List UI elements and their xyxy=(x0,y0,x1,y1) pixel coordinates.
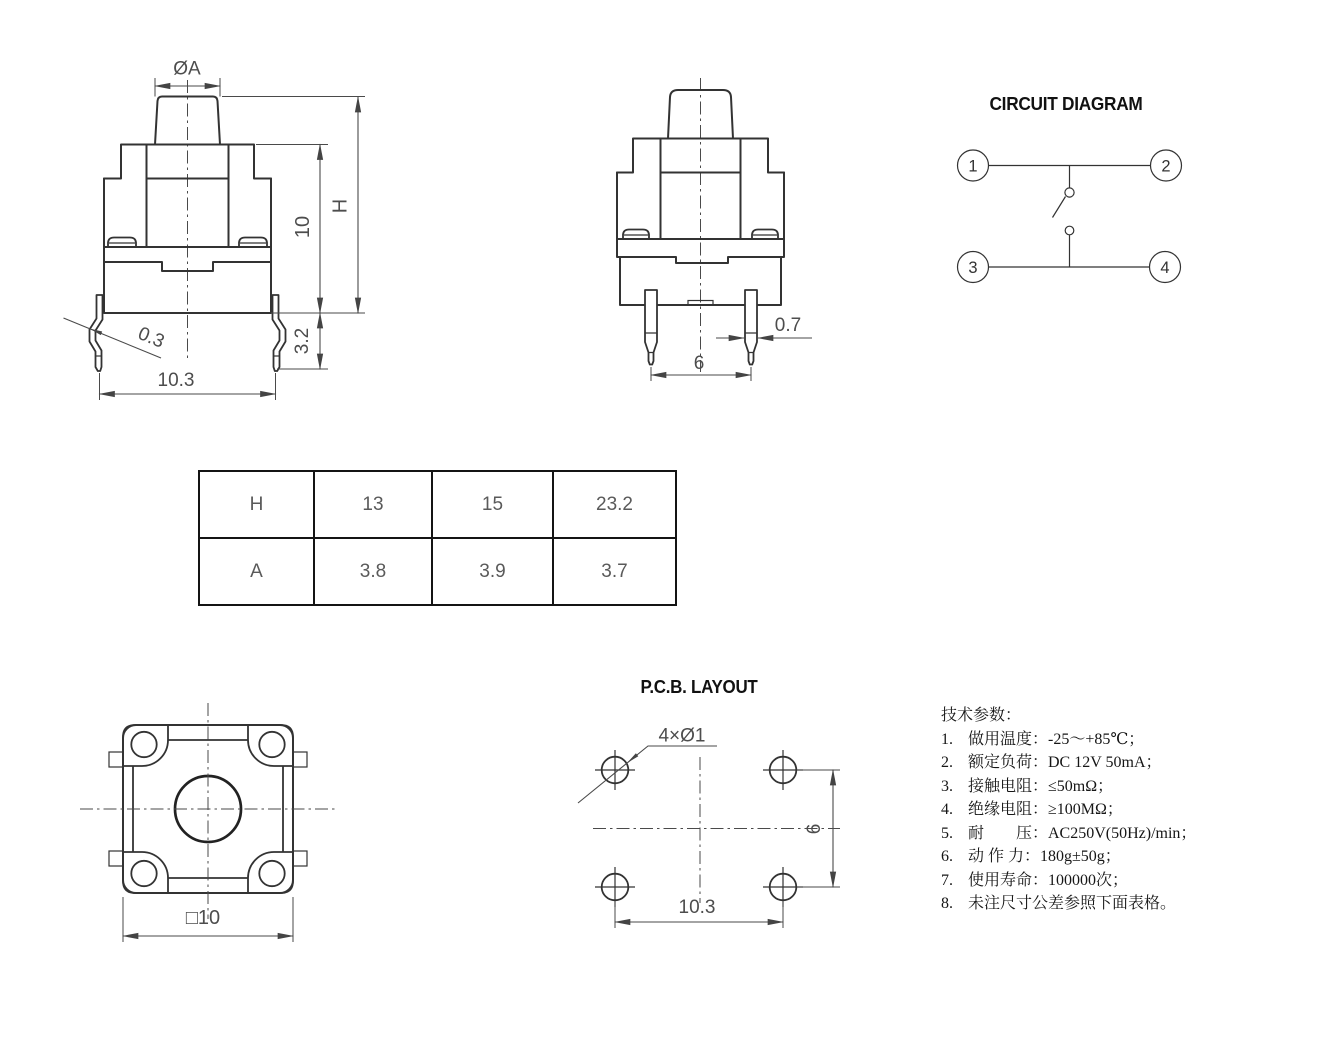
side-pin-right xyxy=(745,290,757,365)
dim-label-total-height: H xyxy=(329,198,352,214)
terminal-1-label: 1 xyxy=(968,157,978,176)
item-number: 4. xyxy=(941,801,953,818)
front-foot-left xyxy=(108,238,136,248)
top-view-tab xyxy=(109,752,123,767)
top-view-tab xyxy=(293,752,307,767)
dim-label-cap-diameter: ØA xyxy=(173,58,201,80)
spec-table-row-a xyxy=(199,538,676,605)
dim-label-pcb-pitch-h: 10.3 xyxy=(678,897,716,918)
item-text: 绝缘电阻：≥100MΩ； xyxy=(968,801,1123,818)
circuit-diagram xyxy=(958,94,1182,283)
dim-label-lead-thickness: 0.3 xyxy=(134,323,168,353)
pcb-leader-arrow xyxy=(627,753,638,763)
front-view xyxy=(64,59,366,401)
dim-label-pcb-pitch-v: 6 xyxy=(804,823,825,835)
tech-params xyxy=(941,704,1241,916)
switch-symbol xyxy=(1053,166,1070,268)
pcb-holes-label: 4×Ø1 xyxy=(658,725,706,747)
top-view xyxy=(80,703,337,942)
spec-table-row-h xyxy=(199,471,676,538)
side-foot-right xyxy=(752,230,778,240)
item-number: 3. xyxy=(941,777,953,795)
dim-label-lead-pitch: 10.3 xyxy=(157,370,195,391)
h-value-1: 13 xyxy=(314,471,432,538)
item-text: 做用温度：-25～+85℃； xyxy=(968,730,1145,748)
tech-param-item xyxy=(941,751,1241,775)
side-pin-left xyxy=(645,290,657,365)
pcb-layout xyxy=(578,677,840,928)
item-number: 5. xyxy=(941,824,953,842)
item-text: 额定负荷：DC 12V 50mA； xyxy=(968,754,1162,771)
item-text: 耐 压：AC250V(50Hz)/min； xyxy=(968,824,1197,842)
item-text: 动 作 力：180g±50g； xyxy=(968,848,1121,865)
item-number: 6. xyxy=(941,848,953,865)
dim-label-body-size: □10 xyxy=(185,907,221,929)
tech-param-item xyxy=(941,798,1241,822)
pcb-holes-leader xyxy=(578,746,717,803)
top-view-centerlines xyxy=(80,703,337,919)
dim-label-pin-width: 0.7 xyxy=(774,315,802,336)
dim-label-lead-length: 3.2 xyxy=(292,327,313,355)
terminal-3-label: 3 xyxy=(968,259,978,277)
tech-param-item xyxy=(941,892,1241,916)
item-number: 8. xyxy=(941,895,953,912)
a-value-3: 3.7 xyxy=(553,538,676,605)
item-text: 使用寿命：100000次； xyxy=(968,871,1129,889)
tech-param-item xyxy=(941,869,1241,893)
front-lead-right xyxy=(273,295,286,371)
pcb-layout-title: P.C.B. LAYOUT xyxy=(640,677,758,697)
top-view-tab xyxy=(109,851,123,866)
a-value-1: 3.8 xyxy=(314,538,432,605)
switch-contact-top xyxy=(1065,188,1074,197)
dim-label-pin-pitch: 6 xyxy=(693,353,705,374)
item-number: 2. xyxy=(941,754,953,771)
a-value-2: 3.9 xyxy=(432,538,553,605)
pcb-centerlines xyxy=(593,757,840,903)
top-view-tab xyxy=(293,851,307,866)
tech-param-item xyxy=(941,845,1241,869)
switch-contact-bottom xyxy=(1065,226,1074,235)
row-label-a: A xyxy=(199,538,314,605)
tech-param-item xyxy=(941,822,1241,846)
item-number: 7. xyxy=(941,871,953,889)
terminal-4-label: 4 xyxy=(1160,259,1170,277)
item-number: 1. xyxy=(941,730,953,748)
tech-params-heading: 技术参数： xyxy=(941,707,1022,724)
tech-param-item xyxy=(941,775,1241,799)
spec-table xyxy=(198,470,677,606)
item-text: 未注尺寸公差参照下面表格。 xyxy=(968,895,1177,912)
item-text: 接触电阻：≤50mΩ； xyxy=(968,777,1114,795)
side-foot-left xyxy=(623,230,649,240)
circuit-diagram-title: CIRCUIT DIAGRAM xyxy=(989,94,1143,114)
row-label-h: H xyxy=(199,471,314,538)
side-view xyxy=(617,78,812,381)
h-value-3: 23.2 xyxy=(553,471,676,538)
dim-label-body-height: 10 xyxy=(292,215,314,239)
terminal-2-label: 2 xyxy=(1161,157,1171,176)
h-value-2: 15 xyxy=(432,471,553,538)
front-foot-right xyxy=(239,238,267,248)
tech-param-item xyxy=(941,728,1241,752)
